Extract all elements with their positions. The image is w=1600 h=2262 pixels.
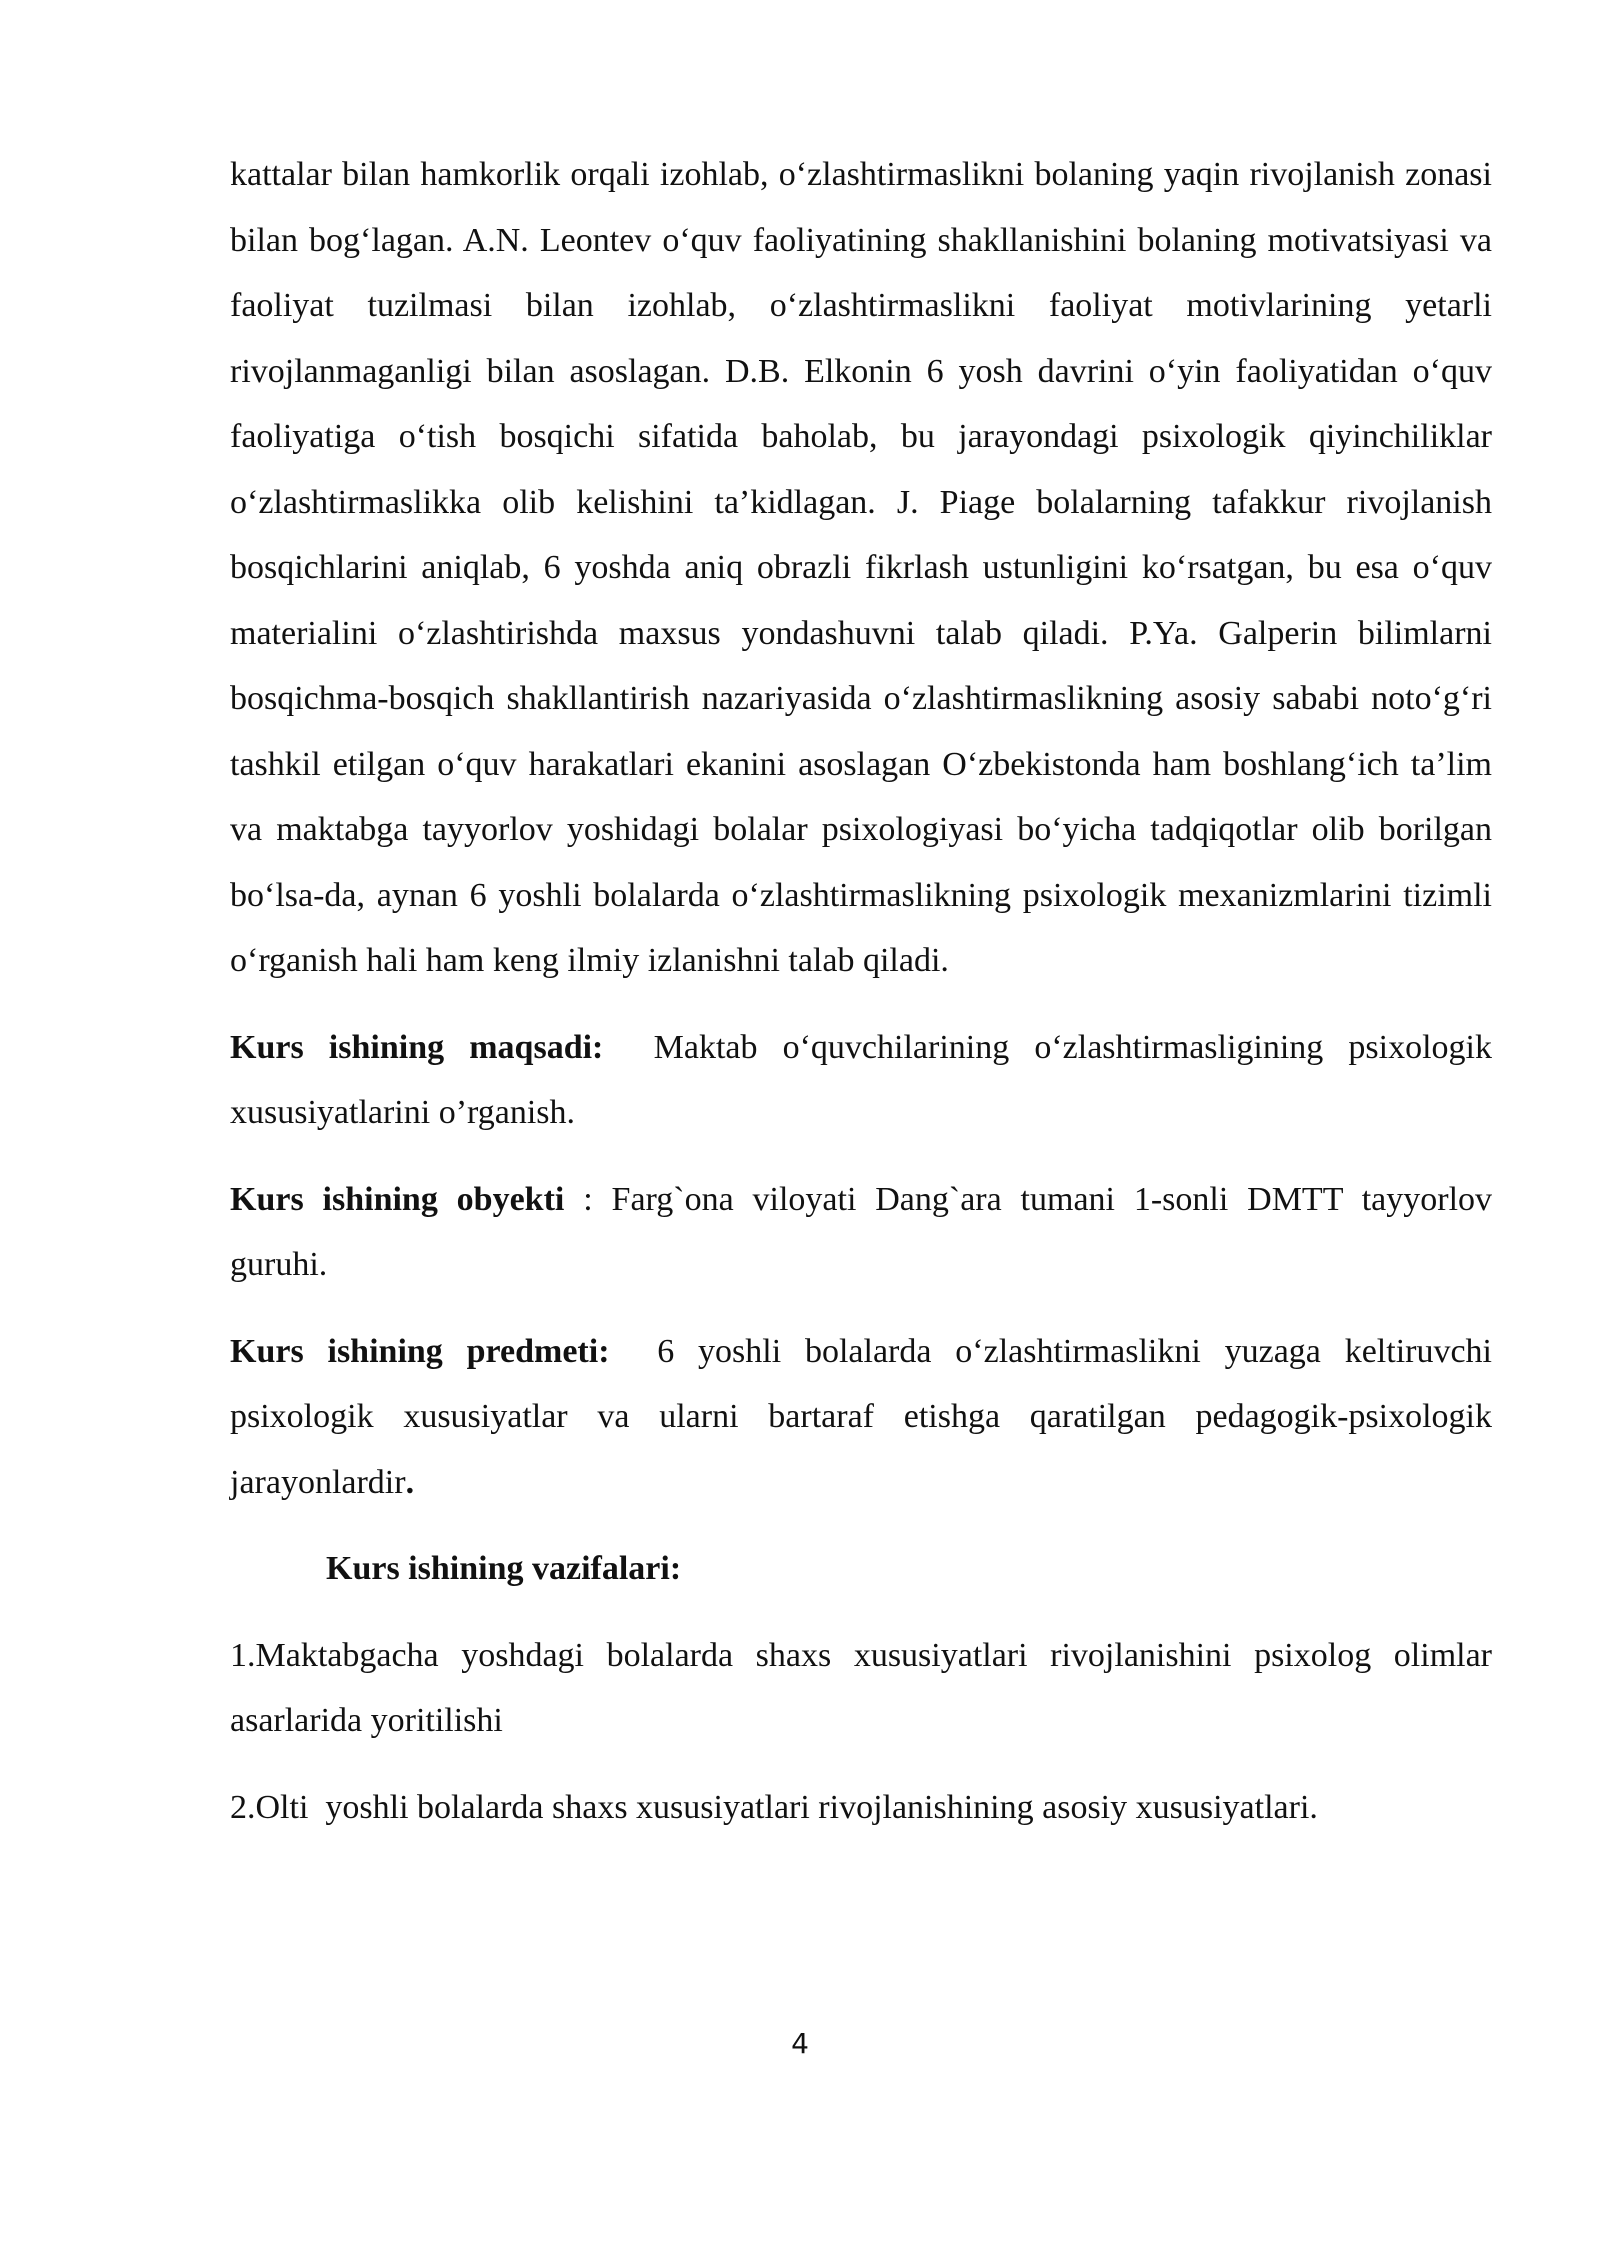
object-paragraph — [230, 1167, 1492, 1298]
subject-end-mark: . — [405, 1463, 415, 1501]
intro-paragraph: kattalar bilan hamkorlik orqali izohlab, o‘zlashtirmaslikni bolaning yaqin rivojlanish zonasi bilan bog‘lagan. A.N. Leontev o‘quv faoliyatining shakllanishini bolaning motivatsiyasi va faoliyat tuzilmasi bilan izohlab, o‘zlashtirmaslikni faoliyat motivlarining yetarli rivojlanmaganligi bilan asoslagan. D.B. Elkonin 6 yosh davrini o‘yin faoliyatidan o‘quv faoliyatiga o‘tish bosqichi sifatida baholab, bu jarayondagi psixologik qiyinchiliklar o‘zlashtirmaslikka olib kelishini ta’kidlagan. J. Piage bolalarning tafakkur rivojlanish bosqichlarini aniqlab, 6 yoshda aniq obrazli fikrlash ustunligini ko‘rsatgan, bu esa o‘quv materialini o‘zlashtirishda maxsus yondashuvni talab qiladi. P.Ya. Galperin bilimlarni bosqichma-bosqich shakllantirish nazariyasida o‘zlashtirmaslikning asosiy sababi noto‘g‘ri tashkil etilgan o‘quv harakatlari ekanini asoslagan O‘zbekistonda ham boshlang‘ich ta’lim va maktabga tayyorlov yoshidagi bolalar psixologiyasi bo‘yicha tadqiqotlar olib borilgan bo‘lsa-da, aynan 6 yoshli bolalarda o‘zlashtirmaslikning psixologik mexanizmlarini tizimli o‘rganish hali ham keng ilmiy izlanishni talab qiladi. — [230, 156, 1492, 979]
object-text: : Farg`ona viloyati Dang`ara tumani 1-sonli DMTT tayyorlov guruhi. — [230, 1180, 1493, 1283]
goal-label: Kurs ishining maqsadi: — [230, 1028, 604, 1066]
subject-text: 6 yoshli bolalarda o‘zlashtirmaslikni yuzaga keltiruvchi psixologik xususiyatlar va ularni bartaraf etishga qaratilgan pedagogik-psixologik jarayonlardir — [230, 1332, 1492, 1501]
subject-paragraph — [230, 1319, 1492, 1516]
task-item-1: 1.Maktabgacha yoshdagi bolalarda shaxs xususiyatlari rivojlanishini psixolog olimlar asarlarida yoritilishi — [230, 1636, 1492, 1739]
page-number: 4 — [791, 2027, 809, 2060]
task-item-2: 2.Olti yoshli bolalarda shaxs xususiyatlari rivojlanishining asosiy xususiyatlari. — [230, 1788, 1318, 1826]
goal-paragraph — [230, 1015, 1492, 1146]
object-label: Kurs ishining obyekti — [230, 1180, 565, 1218]
goal-text: Maktab o‘quvchilarining o‘zlashtirmasligining psixologik xususiyatlarini o’rganish. — [230, 1028, 1492, 1131]
tasks-heading: Kurs ishining vazifalari: — [326, 1550, 682, 1587]
document-page — [230, 142, 1492, 1861]
subject-label: Kurs ishining predmeti: — [230, 1332, 610, 1370]
